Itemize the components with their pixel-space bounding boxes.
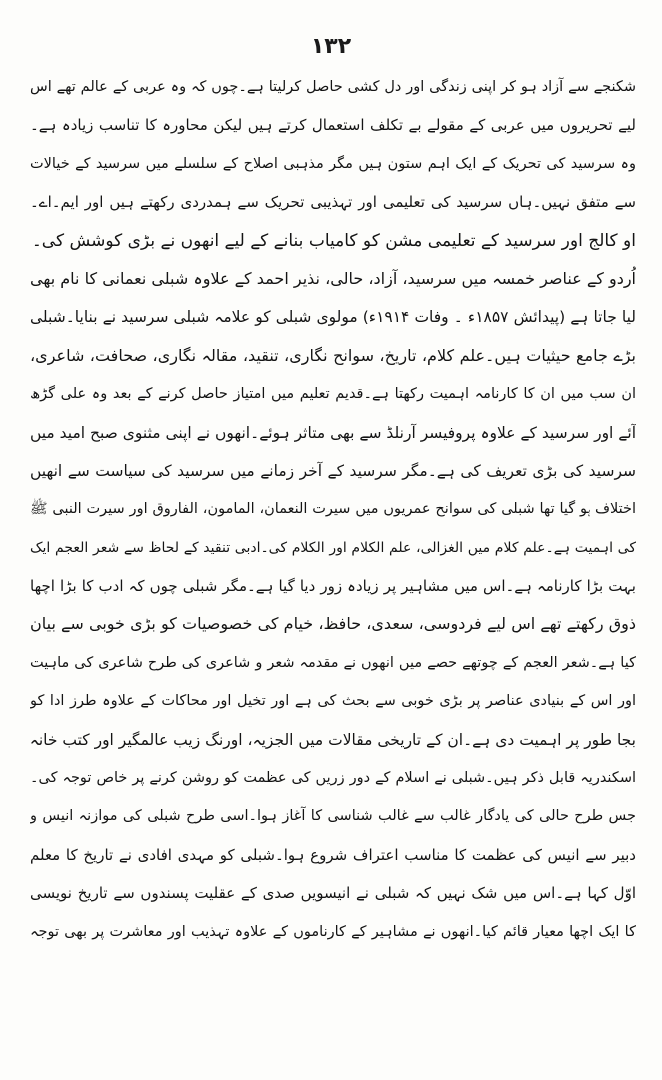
text-line: اُردو کے عناصر خمسہ میں سرسید، آزاد، حالی، نذیر احمد کے علاوہ شبلی نعمانی کا نام بھی bbox=[30, 268, 636, 288]
text-line: کی اہمیت ہے۔علم کلام میں الغزالی، علم الکلام اور الکلام کی۔ادبی تنقید کے لحاظ سے شعر العجم ایک bbox=[30, 539, 636, 556]
text-line: بجا طور پر اہمیت دی ہے۔ان کے تاریخی مقالات میں الجزیہ، اورنگ زیب عالمگیر اور کتب خانہ bbox=[30, 730, 636, 749]
text-line: دبیر سے انیس کی عظمت کا مناسب اعتراف شروع ہوا۔شبلی کو مہدی افادی نے تاریخ کا معلم bbox=[30, 845, 636, 864]
text-line: لیے تحریروں میں عربی کے مقولے بے تکلف استعمال کرتے ہیں لیکن محاورہ کا تناسب زیادہ ہے۔ bbox=[30, 116, 636, 135]
text-line: وہ سرسید کی تحریک کے ایک اہم ستون ہیں مگر مذہبی اصلاح کے سلسلے میں سرسید کے خیالات bbox=[30, 155, 636, 172]
text-line: سرسید کی بڑی تعریف کی ہے۔مگر سرسید کے آخر زمانے میں سرسید کی سیاست سے انھیں bbox=[30, 461, 636, 480]
text-line: اسکندریہ قابل ذکر ہیں۔شبلی نے اسلام کے دور زریں کی عظمت کو روشن کرنے پر خاص توجہ کی۔ bbox=[30, 770, 636, 787]
text-line: ان سب میں ان کا کارنامہ اہمیت رکھتا ہے۔قدیم تعلیم میں امتیاز حاصل کرنے کے بعد وہ علی گڑھ bbox=[30, 386, 636, 403]
text-line: بہت بڑا کارنامہ ہے۔اس میں مشاہیر پر زیادہ زور دیا گیا ہے۔مگر شبلی چوں کہ ادب کا بڑا اچھا bbox=[30, 577, 636, 596]
text-line: ذوق رکھتے تھے اس لیے فردوسی، سعدی، حافظ، خیام کی خصوصیات کو بڑی خوبی سے بیان bbox=[30, 614, 636, 634]
text-line: آئے اور سرسید کے علاوہ پروفیسر آرنلڈ سے بھی متاثر ہوئے۔انھوں نے اپنی مثنوی صبح امید میں bbox=[30, 423, 636, 442]
text-line: بڑے جامع حیثیات ہیں۔علم کلام، تاریخ، سوانح نگاری، تنقید، مقالہ نگاری، صحافت، شاعری، bbox=[30, 345, 636, 365]
text-line: شکنجے سے آزاد ہو کر اپنی زندگی اور دل کشی حاصل کرلیتا ہے۔چوں کہ وہ عربی کے عالم تھے اس bbox=[30, 79, 636, 95]
text-line: لیا جاتا ہے (پیدائش ۱۸۵۷ء ۔ وفات ۱۹۱۴ء) مولوی شبلی کو علامہ شبلی سرسید نے بنایا۔شبلی bbox=[30, 308, 636, 327]
text-line: اوّل کہا ہے۔اس میں شک نہیں کہ شبلی نے انیسویں صدی کے عقلیت پسندوں سے تاریخ نویسی bbox=[30, 884, 636, 903]
text-line: کا ایک اچھا معیار قائم کیا۔انھوں نے مشاہیر کے کارناموں کے علاوہ تہذیب اور معاشرت پر بھی توجہ bbox=[30, 923, 636, 940]
text-line: سے متفق نہیں۔ہاں سرسید کی تعلیمی اور تہذیبی تحریک سے ہمدردی رکھتے ہیں اور ایم۔اے۔ bbox=[30, 193, 636, 212]
text-line: جس طرح حالی کی یادگار غالب سے غالب شناسی کا آغاز ہوا۔اسی طرح شبلی کی موازنہ انیس و bbox=[30, 808, 636, 825]
page-body-text bbox=[30, 68, 636, 951]
text-line: او کالج اور سرسید کے تعلیمی مشن کو کامیاب بنانے کے لیے انھوں نے بڑی کوشش کی۔ bbox=[31, 230, 636, 251]
text-line: اور اس کے بنیادی عناصر پر بڑی خوبی سے بحث کی ہے اور تخیل اور محاکات کے علاوہ طرز ادا کو bbox=[30, 693, 636, 710]
text-line: اختلاف ہو گیا تھا شبلی کی سوانح عمریوں میں سیرت النعمان، المامون، الفاروق اور سیرت النبی ﷺ bbox=[30, 501, 636, 518]
page-number: ۱۳۲ bbox=[310, 34, 352, 59]
text-line: کیا ہے۔شعر العجم کے چوتھے حصے میں انھوں نے مقدمہ شعر و شاعری کی طرح شاعری کی ماہیت bbox=[30, 654, 636, 671]
